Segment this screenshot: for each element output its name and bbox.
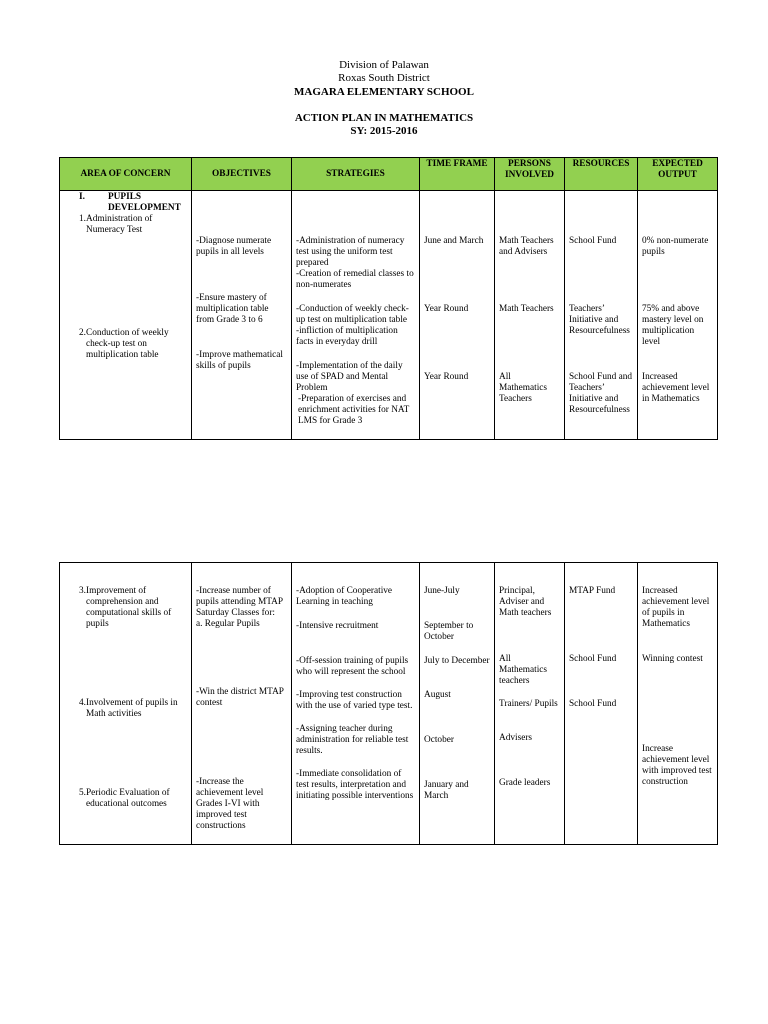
- list-item: 3. Improvement of comprehension and computational skills of pupils: [79, 586, 172, 629]
- persons-involved-cell: Math Teachers and Advisers Math Teachers All Mathematics Teachers: [495, 191, 565, 440]
- column-header: PERSONS INVOLVED: [495, 158, 565, 191]
- table-row: [60, 191, 718, 440]
- persons-involved-cell: Principal, Adviser and Math teachers All Mathematics teachers Trainers/ Pupils Advisers Grade leaders: [495, 563, 565, 845]
- expected-output-cell: Increased achievement level of pupils in Mathematics Winning contest Increase achievement level with improved test construction: [638, 563, 718, 845]
- resources-cell: MTAP Fund School Fund School Fund: [565, 563, 638, 845]
- district-line: Roxas South District: [338, 72, 430, 84]
- column-header: TIME FRAME: [420, 158, 495, 191]
- expected-output-cell: 0% non-numerate pupils 75% and above mastery level on multiplication level Increased achievement level in Mathematics: [638, 191, 718, 440]
- time-frame-cell: June and March Year Round Year Round: [420, 191, 495, 440]
- list-item: 4. Involvement of pupils in Math activities: [79, 698, 178, 719]
- column-header: EXPECTED OUTPUT: [638, 158, 718, 191]
- list-item: 2. Conduction of weekly check-up test on multiplication table: [79, 328, 169, 360]
- section-heading: I. PUPILS DEVELOPMENT: [79, 192, 181, 213]
- objectives-cell: -Increase number of pupils attending MTAP Saturday Classes for: a. Regular Pupils -Win the district MTAP contest -Increase the achievement level Grades I-VI with improved test constructions: [192, 563, 292, 845]
- area-of-concern-cell: [60, 191, 192, 440]
- school-year: SY: 2015-2016: [350, 125, 418, 137]
- column-header: RESOURCES: [565, 158, 638, 191]
- table-row: [60, 563, 718, 845]
- time-frame-cell: June-July September to October July to December August October January and March: [420, 563, 495, 845]
- school-name: MAGARA ELEMENTARY SCHOOL: [294, 86, 474, 98]
- action-plan-table-1: [59, 157, 718, 440]
- division-line: Division of Palawan: [339, 59, 429, 71]
- column-header: AREA OF CONCERN: [60, 158, 192, 191]
- strategies-cell: -Adoption of Cooperative Learning in teaching -Intensive recruitment -Off-session training of pupils who will represent the school -Improving test construction with the use of varied type test. -Assigning teacher during administration for reliable test results. -Immediate consolidation of test results, interpretation and initiating possible interventions: [292, 563, 420, 845]
- list-item: 5. Periodic Evaluation of educational outcomes: [79, 788, 170, 809]
- resources-cell: School Fund Teachers’ Initiative and Resourcefulness School Fund and Teachers’ Initiative and Resourcefulness: [565, 191, 638, 440]
- column-header: STRATEGIES: [292, 158, 420, 191]
- plan-title: ACTION PLAN IN MATHEMATICS: [294, 112, 474, 124]
- list-item: 1. Administration of Numeracy Test: [79, 214, 153, 235]
- table-header-row: [60, 158, 718, 191]
- area-of-concern-cell: [60, 563, 192, 845]
- action-plan-table-2: [59, 562, 718, 845]
- objectives-cell: -Diagnose numerate pupils in all levels -Ensure mastery of multiplication table from Grade 3 to 6 -Improve mathematical skills of pupils: [192, 191, 292, 440]
- strategies-cell: -Administration of numeracy test using the uniform test prepared -Creation of remedial classes to non-numerates -Conduction of weekly check-up test on multiplication table -infliction of multiplication facts in everyday drill -Implementation of the daily use of SPAD and Mental Problem -Preparation of exercises and enrichment activities for NAT LMS for Grade 3: [292, 191, 420, 440]
- column-header: OBJECTIVES: [192, 158, 292, 191]
